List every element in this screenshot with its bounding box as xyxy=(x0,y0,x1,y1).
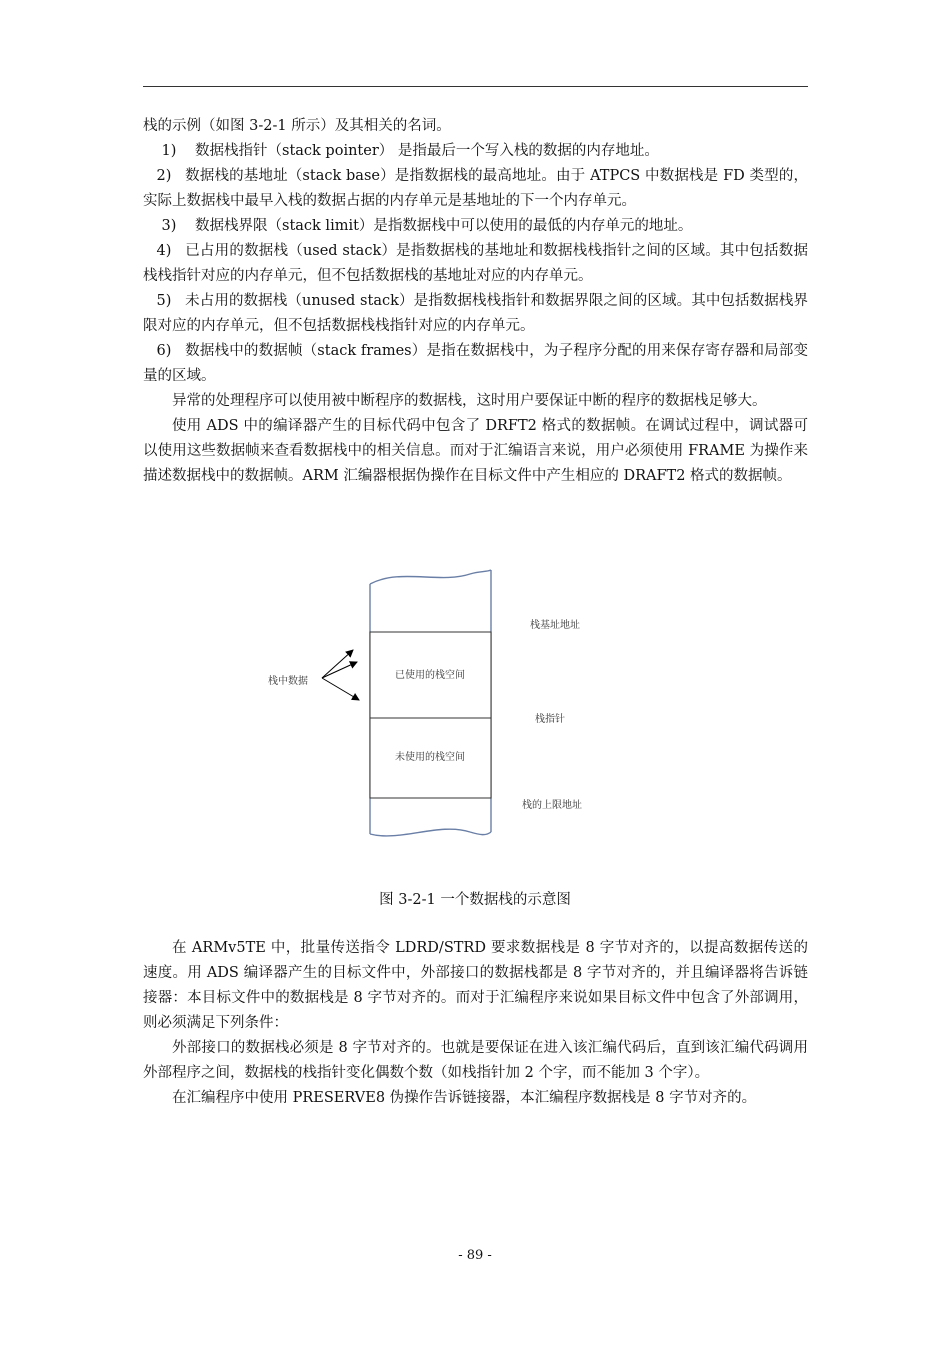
stack-diagram xyxy=(0,560,950,850)
list-item-number: 6) xyxy=(156,343,172,359)
list-item xyxy=(143,139,808,164)
arrow-icon xyxy=(322,678,359,700)
list-item-number: 1) xyxy=(161,143,177,159)
list-item xyxy=(143,214,808,239)
list-item-number: 4) xyxy=(156,243,172,259)
list-item-number: 2) xyxy=(156,168,172,184)
header-rule xyxy=(143,86,808,87)
stack-limit-label: 栈的上限地址 xyxy=(522,800,582,811)
list-item-text: 数据栈指针（stack pointer） 是指最后一个写入栈的数据的内存地址。 xyxy=(195,143,659,159)
figure-caption: 图 3-2-1 一个数据栈的示意图 xyxy=(379,892,571,908)
list-item-text: 未占用的数据栈（unused stack）是指数据栈栈指针和数据界限之间的区域。其中包括数据栈界限对应的内存单元，但不包括数据栈栈指针对应的内存单元。 xyxy=(143,293,808,334)
body-paragraph: 外部接口的数据栈必须是 8 字节对齐的。也就是要保证在进入该汇编代码后，直到该汇编代码调用外部程序之间，数据栈的栈指针变化偶数个数（如栈指针加 2 个字，而不能加 3 个字）。 xyxy=(143,1040,808,1081)
list-item xyxy=(143,239,808,289)
list-item xyxy=(143,339,808,389)
arrow-icon xyxy=(322,662,357,678)
used-space-label: 已使用的栈空间 xyxy=(395,670,465,681)
stack-pointer-label: 栈指针 xyxy=(535,714,565,725)
stack-bottom-wave xyxy=(370,829,491,836)
body-paragraph: 异常的处理程序可以使用被中断程序的数据栈，这时用户要保证中断的程序的数据栈足够大。 xyxy=(172,393,767,409)
body-paragraph: 在 ARMv5TE 中，批量传送指令 LDRD/STRD 要求数据栈是 8 字节对齐的，以提高数据传送的速度。用 ADS 编译器产生的目标文件中，外部接口的数据栈都是 8 字节对齐的，并且编译器将告诉链接器：本目标文件中的数据栈是 8 字节对齐的。而对于汇编程序来说如果目标文件中包含了外部调用，则必须满足下列条件： xyxy=(143,940,808,1031)
stack-base-label: 栈基址地址 xyxy=(530,620,580,631)
arrow-icon xyxy=(322,650,353,678)
list-item-text: 数据栈界限（stack limit）是指数据栈中可以使用的最低的内存单元的地址。 xyxy=(195,218,693,234)
list-item-text: 已占用的数据栈（used stack）是指数据栈的基地址和数据栈栈指针之间的区域。其中包括数据栈栈指针对应的内存单元，但不包括数据栈的基地址对应的内存单元。 xyxy=(143,243,808,284)
intro-line: 栈的示例（如图 3-2-1 所示）及其相关的名词。 xyxy=(143,118,451,134)
stack-data-label: 栈中数据 xyxy=(268,676,308,687)
page-number: - 89 - xyxy=(458,1248,492,1263)
main-text xyxy=(143,114,808,489)
list-item-text: 数据栈的基地址（stack base）是指数据栈的最高地址。由于 ATPCS 中数据栈是 FD 类型的，实际上数据栈中最早入栈的数据占据的内存单元是基地址的下一个内存单元。 xyxy=(143,168,808,209)
stack-top-wave xyxy=(370,570,491,584)
body-paragraph: 在汇编程序中使用 PRESERVE8 伪操作告诉链接器，本汇编程序数据栈是 8 字节对齐的。 xyxy=(172,1090,757,1106)
body-paragraph: 使用 ADS 中的编译器产生的目标代码中包含了 DRFT2 格式的数据帧。在调试过程中，调试器可以使用这些数据帧来查看数据栈中的相关信息。而对于汇编语言来说，用户必须使用 FRAME 为操作来描述数据栈中的数据帧。ARM 汇编器根据伪操作在目标文件中产生相应的 DRAFT2 格式的数据帧。 xyxy=(143,418,808,484)
main-text-bottom xyxy=(143,936,808,1111)
list-item xyxy=(143,164,808,214)
unused-space-label: 未使用的栈空间 xyxy=(395,752,465,763)
list-item-number: 5) xyxy=(156,293,172,309)
list-item xyxy=(143,289,808,339)
list-item-text: 数据栈中的数据帧（stack frames）是指在数据栈中，为子程序分配的用来保存寄存器和局部变量的区域。 xyxy=(143,343,808,384)
list-item-number: 3) xyxy=(161,218,177,234)
